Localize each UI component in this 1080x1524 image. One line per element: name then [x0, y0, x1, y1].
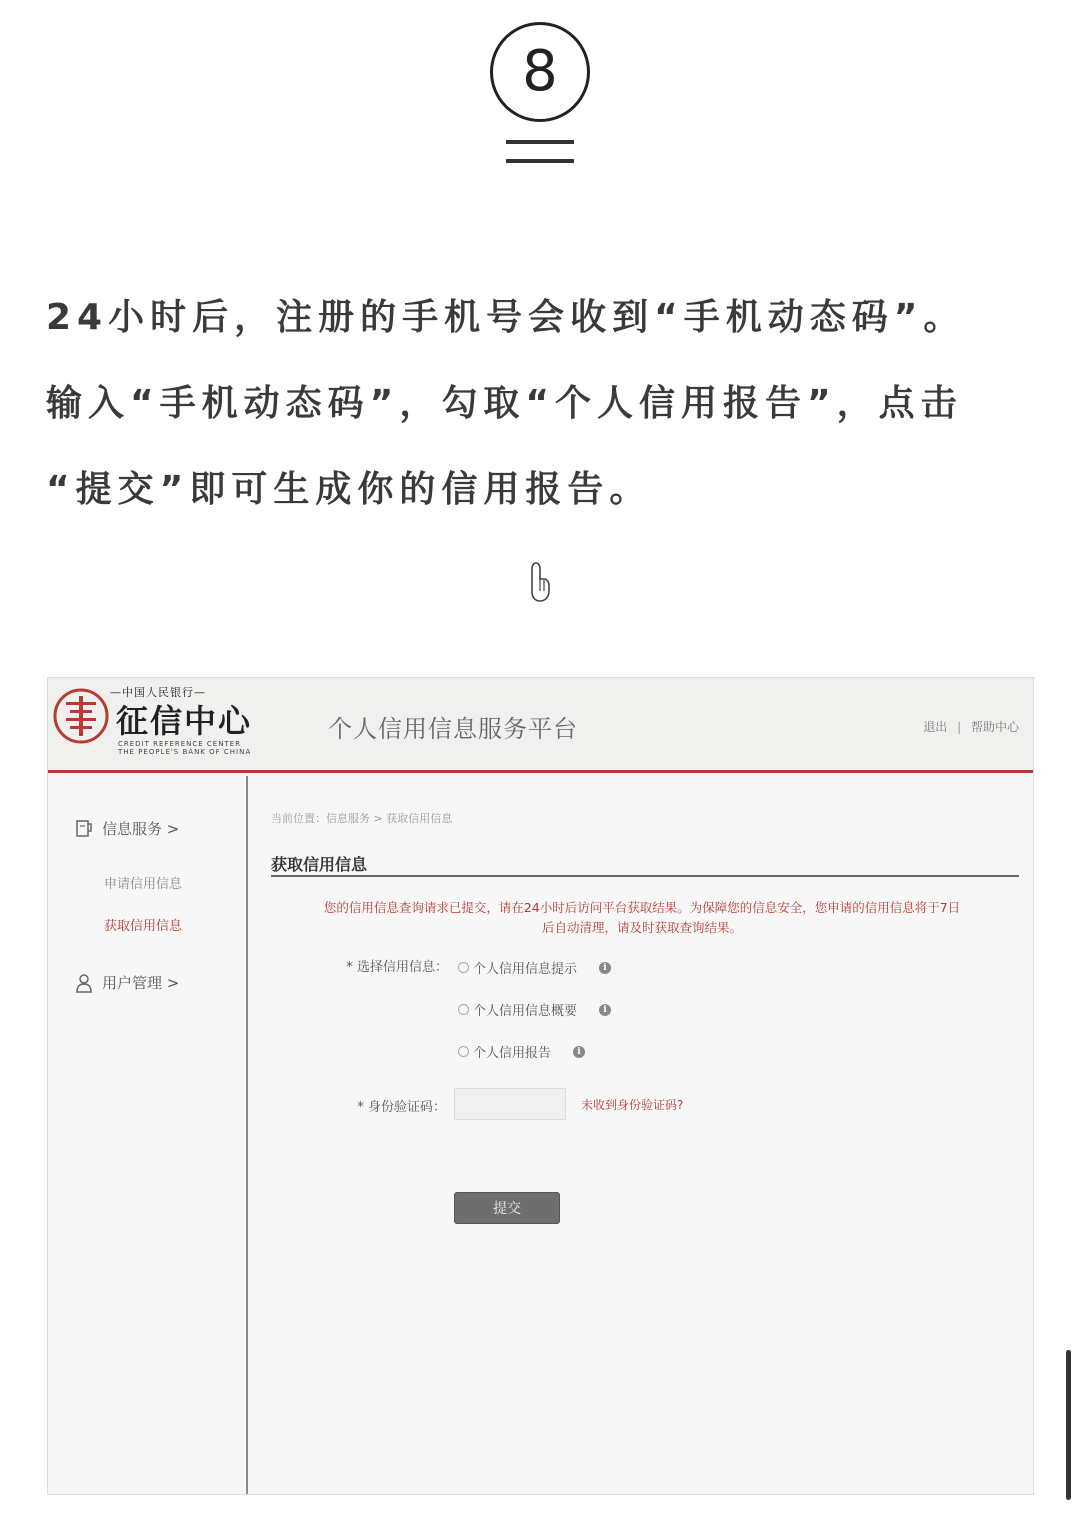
sidebar-section-user-management[interactable]: [74, 972, 179, 993]
radio-button[interactable]: [458, 962, 469, 973]
option-credit-info-summary[interactable]: [458, 1000, 611, 1019]
breadcrumb: 当前位置：信息服务 > 获取信用信息: [271, 812, 453, 825]
instruction-line: 24小时后，注册的手机号会收到“手机动态码”。: [46, 297, 966, 338]
notice-line: 您的信用信息查询请求已提交，请在24小时后访问平台获取结果。为保障您的信息安全，您申请的信用信息将于7日: [323, 900, 961, 915]
credit-center-logo-icon: [52, 686, 110, 748]
select-credit-info-label: * 选择信用信息：: [346, 960, 448, 975]
sidebar-section-info-service[interactable]: [74, 818, 179, 839]
option-credit-report[interactable]: [458, 1042, 585, 1061]
instruction-line: “提交”即可生成你的信用报告。: [46, 469, 652, 510]
sidebar-item-apply-credit-info[interactable]: 申请信用信息: [104, 877, 183, 892]
code-not-received-link[interactable]: 未收到身份验证码?: [581, 1098, 684, 1112]
sidebar-section-label: 用户管理 >: [102, 974, 180, 992]
help-center-link[interactable]: 帮助中心: [970, 720, 1019, 734]
sidebar-section-label: 信息服务 >: [102, 820, 180, 838]
pointing-hand-icon: [520, 560, 560, 606]
instruction-line: 输入“手机动态码”，勾取“个人信用报告”，点击: [46, 383, 963, 424]
info-icon[interactable]: i: [573, 1046, 585, 1058]
platform-title: 个人信用信息服务平台: [328, 715, 578, 743]
embedded-screenshot: [47, 677, 1034, 1495]
radio-button[interactable]: [458, 1004, 469, 1015]
radio-button[interactable]: [458, 1046, 469, 1057]
verification-code-label: * 身份验证码：: [357, 1100, 446, 1115]
page-title: 获取信用信息: [271, 855, 368, 874]
link-separator: |: [957, 720, 962, 734]
option-label: 个人信用信息提示: [473, 962, 578, 977]
notice-message: [284, 898, 1000, 938]
submit-button[interactable]: 提交: [454, 1192, 560, 1224]
title-divider: [271, 875, 1019, 877]
instruction-text: [46, 290, 1046, 548]
logo-title: 征信中心: [116, 702, 253, 740]
notice-line: 后自动清理，请及时获取查询结果。: [541, 920, 742, 935]
header-links: [923, 718, 1019, 735]
logo-subtitle: —中国人民银行—: [110, 686, 206, 699]
scrollbar[interactable]: [1066, 1350, 1071, 1500]
option-label: 个人信用报告: [473, 1046, 552, 1061]
info-icon[interactable]: i: [599, 1004, 611, 1016]
logo-english-line: CREDIT REFERENCE CENTER: [118, 740, 242, 748]
logo-english-line: THE PEOPLE'S BANK OF CHINA: [118, 748, 252, 756]
user-icon: [74, 973, 94, 993]
logout-link[interactable]: 退出: [923, 720, 948, 734]
sidebar: [48, 776, 248, 1495]
divider-line: [506, 159, 574, 163]
sidebar-item-get-credit-info[interactable]: 获取信用信息: [104, 919, 183, 934]
verification-code-input[interactable]: [454, 1088, 566, 1120]
divider-line: [506, 140, 574, 144]
info-icon[interactable]: i: [599, 962, 611, 974]
step-number-badge: 8: [490, 22, 590, 122]
document-icon: [74, 819, 94, 839]
option-label: 个人信用信息概要: [473, 1004, 578, 1019]
option-credit-info-hint[interactable]: [458, 958, 611, 977]
site-header: [48, 678, 1033, 773]
